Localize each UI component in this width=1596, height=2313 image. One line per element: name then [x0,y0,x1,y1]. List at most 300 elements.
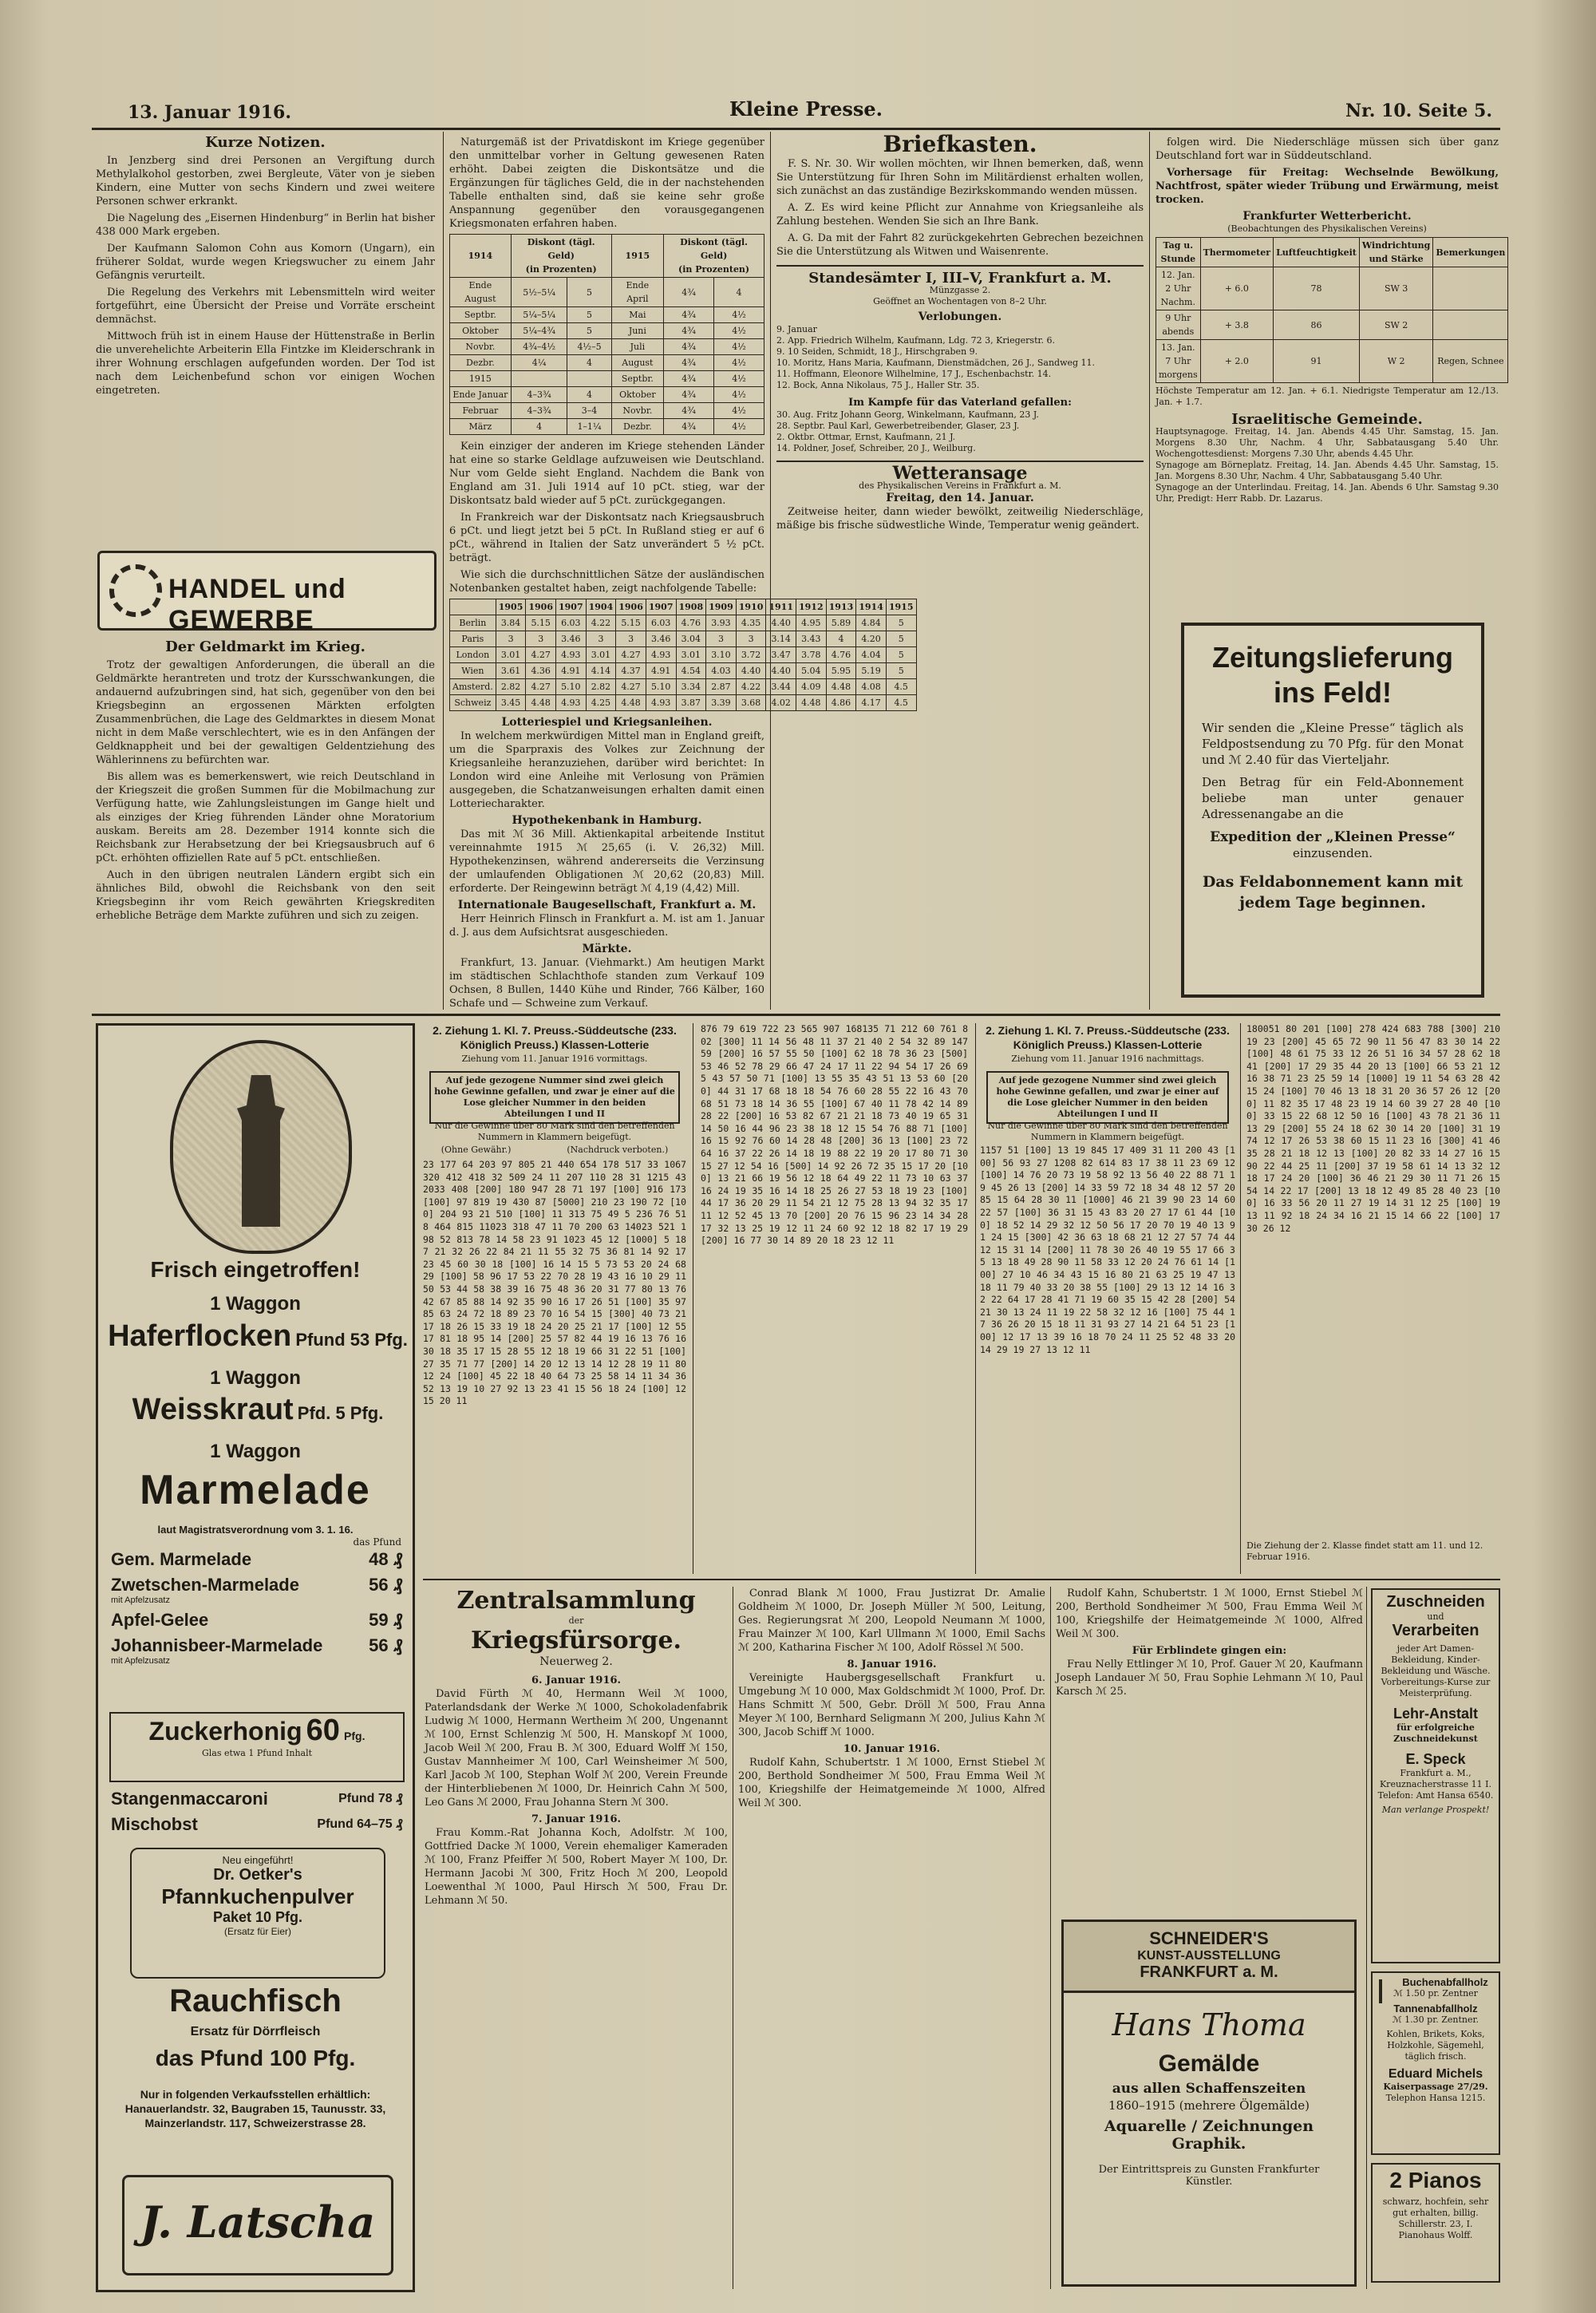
table-cell: Schweiz [450,695,496,711]
table-cell: 4¾–4½ [511,339,567,355]
table-cell: 3.01 [676,647,706,663]
standes-title: Standesämter I, III–V, Frankfurt a. M. [808,270,1112,287]
article-paragraph: In Frankreich war der Diskontsatz nach Kriegsausbruch 6 pCt. und liegt jetzt bei 5 pCt. In Rußland stieg er auf 6 pCt., während in Italien der Satz unverändert 5 ½ pCt. beträgt. [449,512,764,564]
table-cell: 5.19 [856,663,887,679]
table-cell: 4.08 [856,679,887,695]
jam-note: mit Apfelzusatz [111,1656,170,1666]
regul-line: laut Magistratsverordnung vom 3. 1. 16. [157,1524,354,1536]
table-cell [511,371,567,387]
table-cell: Novbr. [450,339,512,355]
table-cell: London [450,647,496,663]
table-cell [1433,310,1508,340]
schneider-text: Graphik. [1171,2135,1246,2153]
table-header: 1912 [796,599,827,615]
schneider-text: aus allen Schaffenszeiten [1112,2081,1306,2097]
masthead: Kleine Presse. [729,97,883,121]
table-cell: 1–1¼ [567,419,611,435]
zentral-title: Zentralsammlung [456,1587,696,1615]
table-cell: 3.46 [556,631,587,647]
table-header: 1913 [826,599,856,615]
table-cell: 6.03 [556,615,587,631]
table-header: 1907 [646,599,676,615]
table-cell: 4.95 [796,615,827,631]
schneider-text: 1860–1915 (mehrere Ölgemälde) [1108,2098,1310,2113]
table-cell: 4½ [714,387,764,403]
col-divider [1149,132,1150,1010]
table-header [450,599,496,615]
table-cell: 5¼–5¼ [511,307,567,323]
table-cell: Juni [611,323,664,339]
zeitung-box [1181,623,1484,998]
donation-list: Conrad Blank ℳ 1000, Frau Justizrat Dr. Amalie Goldheim ℳ 1000, Dr. Joseph Müller ℳ 500, Leitung, Ges. Regierungsrat ℳ 200, Leopold Neumann ℳ 1000, Frau Mainzer ℳ 100, Karl Ullmann ℳ 1000, Emil Sachs ℳ 200, Katharina Fischer ℳ 100, Adolf Rössel ℳ 500. [738,1587,1045,1654]
table-cell: 4¾ [664,278,714,307]
table-cell: 4½ [714,419,764,435]
lottery-title: 2. Ziehung 1. Kl. 7. Preuss.-Süddeutsche (233. Königlich Preuss.) Klassen-Lotterie [986,1024,1230,1051]
table-cell: 3.01 [496,647,526,663]
holz-ad: Buchenabfallholz ℳ 1.50 pr. Zentner Tannenabfallholz ℳ 1.30 pr. Zentner. Kohlen, Brikets, Koks, Holzkohle, Sägemehl, täglich frisch. Eduard Michels Kaiserpassage 27/29. Telephon Hansa 1215. [1371,1971,1500,2155]
table-cell: 4 [511,419,567,435]
table-cell: 3.39 [706,695,737,711]
table-cell: 4.02 [766,695,796,711]
table-cell: 3.43 [796,631,827,647]
table-cell: 4.27 [526,647,556,663]
table-cell: 4.20 [856,631,887,647]
table-cell: Ende April [611,278,664,307]
table-row [1156,310,1508,340]
table-cell: 4.27 [616,647,646,663]
geldmarkt-title: Der Geldmarkt im Krieg. [165,639,365,655]
article-paragraph: In welchem merkwürdigen Mittel man in England greift, um die Sparpraxis des Volkes zur Zeichnung der Kriegsanleihe heranzuziehen, darüber wird berichtet: In London wird eine Anleihe mit Verlosung von Prämien ausgegeben, die Schatzanweisungen erhalten damit einen Lotteriecharakter. [449,730,764,810]
jam-item [111,1549,403,1570]
article-paragraph: Das mit ℳ 36 Mill. Aktienkapital arbeitende Institut vereinnahmte 1915 ℳ 25,65 (i. V. 26,32) Mill. Hypothekenzinsen, während andererseits die Verzinsung der umlaufenden Obligationen ℳ 20,62 (20,83) Mill. erforderte. Der Reingewinn beträgt ℳ 4,19 (4,42) Mill. [449,828,764,895]
table-cell: 4¾ [664,323,714,339]
table-cell: 5 [567,278,611,307]
zeitung-text: Wir senden die „Kleine Presse“ täglich als Feldpostsendung zu 70 Pfg. für den Monat und ℳ 2.40 für das Vierteljahr. [1202,721,1464,767]
table-row [450,278,764,307]
table-cell: 3.46 [646,631,676,647]
table-header: 1914 [450,235,512,278]
column-4 [1156,136,1506,567]
table-cell: 3.84 [496,615,526,631]
table-cell: 9 Uhr abends [1156,310,1201,340]
rauchfisch-price: das Pfund 100 Pfg. [155,2046,356,2070]
table-cell: 4½ [714,355,764,371]
table-cell: 4.5 [886,679,916,695]
table-row [450,323,764,339]
table-cell: 5.10 [646,679,676,695]
table-cell: 4¾ [664,355,714,371]
zentral-title: Kriegsfürsorge. [471,1627,681,1655]
jam-list [111,1549,403,1670]
table-cell: 4¾ [664,339,714,355]
article-paragraph: A. Z. Es wird keine Pflicht zur Annahme von Kriegsanleihe als Zahlung bestehen. Wenden Sie sich an Ihre Bank. [776,202,1144,227]
table-cell: + 3.8 [1200,310,1273,340]
table-cell: Septbr. [611,371,664,387]
lottery-footer: Die Ziehung der 2. Klasse findet statt am 11. und 12. Februar 1916. [1246,1540,1483,1562]
lottery-date: Ziehung vom 11. Januar 1916 vormittags. [461,1054,648,1064]
table-cell: 78 [1274,267,1360,310]
article-paragraph: Kein einziger der anderen im Kriege stehenden Länder hat eine so starke Geldlage aufzuweisen wie Deutschland. Nur vom Gelde sieht England. Nachdem die Bank von England am 31. Juli 1914 auf 10 pCt. stieg, war der Diskontsatz bald wieder auf 5 pCt. zurückgegangen. [449,441,764,507]
table-header: 1909 [706,599,737,615]
table-header: 1907 [556,599,587,615]
briefkasten-title: Briefkasten. [883,131,1037,157]
table-header: 1910 [736,599,766,615]
table-cell: 4.86 [826,695,856,711]
table-header: Diskont (tägl. Geld) (in Prozenten) [511,235,611,278]
column-3 [776,131,1144,1006]
table-cell: 4.84 [856,615,887,631]
table-cell: Dezbr. [611,419,664,435]
tower-icon [237,1075,285,1227]
table-cell: 4.25 [586,695,616,711]
table-cell: 4¾ [664,387,714,403]
zuschneiden-ad: Zuschneiden und Verarbeiten jeder Art Damen-Bekleidung, Kinder-Bekleidung und Wäsche. Vorbereitungs-Kurse zur Meisterprüfung. Lehr-Anstalt für erfolgreiche Zuschneidekunst E. Speck Frankfurt a. M., Kreuznacherstrasse 11 I. Telefon: Amt Hansa 6540. Man verlange Prospekt! [1371,1588,1500,1963]
table-row [450,371,764,387]
table-cell: 4½ [714,403,764,419]
table-cell: 4 [567,355,611,371]
table-cell: 4½ [714,339,764,355]
table-cell: Ende Januar [450,387,512,403]
wetter-text: Zeitweise heiter, dann wieder bewölkt, zeitweilig Niederschläge, mäßige bis frische südwestliche Winde, Temperatur wenig geändert. [776,506,1144,532]
gemaelde: Gemälde [1158,2050,1260,2077]
table-cell: Dezbr. [450,355,512,371]
table-cell: 2.87 [706,679,737,695]
header-rule [92,128,1500,130]
israel-title: Israelitische Gemeinde. [1231,411,1423,428]
date-heading: 8. Januar 1916. [847,1659,937,1670]
table-header: 1905 [496,599,526,615]
table-cell: W 2 [1359,340,1432,383]
table-cell: 86 [1274,310,1360,340]
table-cell: März [450,419,512,435]
table-header: Tag u. Stunde [1156,238,1201,267]
table-cell: 5.89 [826,615,856,631]
table-header: Bemerkungen [1433,238,1508,267]
section-title: Internationale Baugesellschaft, Frankfurt a. M. [457,899,757,911]
notes-paragraph: Die Nagelung des „Eisernen Hindenburg“ in Berlin hat bisher 438 000 Mark ergeben. [96,212,435,238]
table-cell: Oktober [611,387,664,403]
gefallen-list: 30. Aug. Fritz Johann Georg, Winkelmann, Kaufmann, 23 J. 28. Septbr. Paul Karl, Gewerbetreibender, Glaser, 23 J. 2. Oktbr. Ottmar, Ernst, Kaufmann, 21 J. 14. Poldner, Josef, Schreiber, 20 J., Weilburg. [776,409,1039,453]
table-cell: 3 [586,631,616,647]
table-cell: 4¾ [664,403,714,419]
table-cell: 4.93 [646,647,676,663]
notes-paragraph: Die Regelung des Verkehrs mit Lebensmitteln wird weiter fortgeführt, eine Übersicht der Preise und Vorräte erscheint demnächst. [96,287,435,326]
table-cell: 3.87 [676,695,706,711]
section-title: Lotteriespiel und Kriegsanleihen. [501,716,713,729]
waggon-line: 1 Waggon [210,1367,301,1389]
table-cell: 5.95 [826,663,856,679]
zeitung-note: Das Feldabonnement kann mit jedem Tage beginnen. [1202,873,1464,911]
table-cell: Paris [450,631,496,647]
table-header: 1911 [766,599,796,615]
article-paragraph: A. G. Da mit der Fahrt 82 zurückgekehrten Gebrechen bezeichnen Sie die Unterstützung als Witwen und Waisenrente. [776,232,1144,258]
header-issue: Nr. 10. Seite 5. [1345,101,1492,121]
col-divider [443,132,444,1010]
table-cell: 4.91 [556,663,587,679]
table-cell: 4.40 [766,663,796,679]
zentral-col-3 [1056,1587,1363,1906]
table-row [1156,267,1508,310]
table-cell: 5¼–4¾ [511,323,567,339]
table-cell: 4.09 [796,679,827,695]
lottery-note: Nur die Gewinne über 80 Mark sind den betreffenden Nummern in Klammern beigefügt. [987,1121,1228,1142]
table-cell: 2.82 [496,679,526,695]
section-title: Verlobungen. [918,310,1002,323]
date-heading: 7. Januar 1916. [531,1813,622,1825]
table-cell: + 2.0 [1200,340,1273,383]
section-title: Hypothekenbank in Hamburg. [512,814,702,827]
table-cell: 3.61 [496,663,526,679]
table-cell: 13. Jan. 7 Uhr morgens [1156,340,1201,383]
latscha-logo: J. Latscha [122,2175,393,2275]
table-cell: 3.04 [676,631,706,647]
frisch-line: Frisch eingetroffen! [150,1257,361,1282]
table-cell: Septbr. [450,307,512,323]
table-cell: 3.10 [706,647,737,663]
table-row [450,339,764,355]
lottery-notice: Auf jede gezogene Nummer sind zwei gleich hohe Gewinne gefallen, und zwar je einer auf die Lose gleicher Nummer in den beiden Abteilungen I und II [986,1071,1229,1124]
gear-icon [109,564,162,617]
section-title: Im Kampfe für das Vaterland gefallen: [848,397,1072,409]
zeitung-expedition: Expedition der „Kleinen Presse“ [1210,829,1456,845]
table-row [450,403,764,419]
weather-note: Höchste Temperatur am 12. Jan. + 6.1. Niedrigste Temperatur am 12./13. Jan. + 1.7. [1156,386,1499,407]
zentral-col-1 [425,1587,728,2289]
weather-sub: (Beobachtungen des Physikalischen Vereins) [1227,223,1427,234]
donation-list: Frau Komm.-Rat Johanna Koch, Adolfstr. ℳ 100, Gottfried Dacke ℳ 1000, Verein ehemaliger Kameraden ℳ 100, Franz Pfeiffer ℳ 500, Robert Mayer ℳ 100, Dr. Hermann Jacobi ℳ 300, Fritz Hoch ℳ 200, Leopold Loewenthal ℳ 1000, Paul Hirsch ℳ 500, Frau Dr. Lehmann ℳ 50. [425,1827,728,1907]
table-cell: 4¼ [511,355,567,371]
table-cell: 4½ [714,307,764,323]
jam-item [111,1610,403,1631]
table-cell: 91 [1274,340,1360,383]
table-cell: + 6.0 [1200,267,1273,310]
column-1-bottom [96,640,435,1007]
wetter-title: Wetteransage [892,463,1028,484]
weather-table [1156,237,1508,383]
lottery-notice: Auf jede gezogene Nummer sind zwei gleich hohe Gewinne gefallen, und zwar je einer auf die Lose gleicher Nummer in den beiden Abteilungen I und II [429,1071,680,1124]
header-date: 13. Januar 1916. [128,102,291,123]
table-cell: 4–3¾ [511,387,567,403]
table-cell [567,371,611,387]
table-header: 1915 [886,599,916,615]
lottery-note: (Ohne Gewähr.) (Nachdruck verboten.) [440,1145,669,1155]
table-cell: SW 2 [1359,310,1432,340]
table-cell: 3.72 [736,647,766,663]
table-cell: 5.04 [796,663,827,679]
table-cell: 5 [886,647,916,663]
table-cell: 5 [886,663,916,679]
table-cell: 4¾ [664,307,714,323]
table-cell: 4½ [714,371,764,387]
table-header: Thermometer [1200,238,1273,267]
table-cell: 4.54 [676,663,706,679]
table-cell: 4.22 [736,679,766,695]
table-cell: 4.35 [736,615,766,631]
discount-table [449,234,764,435]
table-cell: 4.91 [646,663,676,679]
table-cell: 5½–5¼ [511,278,567,307]
waggon-line: 1 Waggon [210,1293,301,1315]
table-cell: 5 [567,323,611,339]
jam-price: 59 ₰ [369,1610,403,1630]
jam-item [111,1575,403,1605]
notes-title: Kurze Notizen. [205,134,326,151]
notes-paragraph: Der Kaufmann Salomon Cohn aus Komorn (Ungarn), ein früherer Soldat, wurde wegen Kriegswucher zu einem Jahr Gefängnis verurteilt. [96,243,435,282]
table-cell: Mai [611,307,664,323]
zeitung-text: Den Betrag für ein Feld-Abonnement beliebe man unter genauer Adressenangabe an die [1202,775,1464,821]
lottery-block-2 [980,1023,1503,1574]
table-cell: 4 [567,387,611,403]
article-paragraph: Wie sich die durchschnittlichen Sätze der ausländischen Notenbanken gestaltet haben, zeigt nachfolgende Tabelle: [449,569,764,595]
artist-name: Hans Thoma [1112,2007,1306,2042]
table-cell: 4¾ [664,419,714,435]
wetter-sub: des Physikalischen Vereins in Frankfurt a. M. [859,480,1061,491]
col-divider [1050,1587,1051,2289]
oetker-box: Neu eingeführt! Dr. Oetker's Pfannkuchenpulver Paket 10 Pfg. (Ersatz für Eier) [130,1848,385,1979]
date-heading: 6. Januar 1916. [531,1674,622,1686]
table-header: 1915 [611,235,664,278]
table-cell: 3 [616,631,646,647]
table-cell: 4½ [714,323,764,339]
table-cell: 4½–5 [567,339,611,355]
schneider-text: Der Eintrittspreis zu Gunsten Frankfurter Künstler. [1098,2164,1320,2188]
table-cell: 4–3¾ [511,403,567,419]
table-cell: 3.68 [736,695,766,711]
jam-price: 56 ₰ [369,1575,403,1595]
haferflocken: Haferflocken Pfund 53 Pfg. [108,1319,408,1353]
zeitung-title: Zeitungslieferung [1211,641,1453,674]
table-cell: 3.14 [766,631,796,647]
jam-name: Gem. Marmelade [111,1549,252,1569]
table-cell: 4.76 [826,647,856,663]
table-cell: 4.40 [766,615,796,631]
table-cell: 4.14 [586,663,616,679]
table-header: 1906 [616,599,646,615]
date-heading: 10. Januar 1916. [843,1743,941,1755]
table-cell: 4.03 [706,663,737,679]
table-cell: 4.48 [826,679,856,695]
table-cell: 4.76 [676,615,706,631]
table-cell: 3 [706,631,737,647]
jam-note: mit Apfelzusatz [111,1595,170,1605]
donation-list: Rudolf Kahn, Schubertstr. 1 ℳ 1000, Ernst Stiebel ℳ 200, Berthold Sondheimer ℳ 500, Frau Emma Weil ℳ 100, Kriegshilfe der Heimatgemeinde ℳ 1000, Alfred Weil ℳ 300. [1056,1587,1363,1640]
notes-paragraph: In Jenzberg sind drei Personen an Vergiftung durch Methylalkohol gestorben, zwei Bergleute, Väter von je sieben Kindern, eine Mutter von sechs Kindern und zwei weitere Personen schwer erkrankt. [96,155,435,208]
wetter-day: Freitag, den 14. Januar. [886,492,1034,504]
table-cell: 3.47 [766,647,796,663]
table-cell: 5.15 [616,615,646,631]
table-header: 1904 [586,599,616,615]
table-cell: 4.5 [886,695,916,711]
article-paragraph: Trotz der gewaltigen Anforderungen, die überall an die Geldmärkte herantreten und trotz der Kursschwankungen, die andauernd aufzubringen sind, hat sich, gegenüber von den bei Kriegsbeginn an ergossenen Märkten erfolgten Zusammenbrüchen, die Lage des Geldmarktes in diesem Monat nicht in dem Maße verschlechtert, wie es in den Anfängen der Geldknappheit und bei der gewaltigen Geldentziehung des Wählerinnens zu befürchten war. [96,659,435,766]
table-cell: 5.10 [556,679,587,695]
table-cell: 3.44 [766,679,796,695]
table-cell: 4.48 [616,695,646,711]
lottery-note: Nur die Gewinne über 80 Mark sind den betreffenden Nummern in Klammern beigefügt. [434,1121,675,1142]
donation-list: David Fürth ℳ 40, Hermann Weil ℳ 1000, Paterlandsdank der Werke ℳ 1000, Schokoladenfabrik Ludwig ℳ 1000, Hermann Wertheim ℳ 200, Ungenannt ℳ 100, Ernst Schlenzig ℳ 500, H. Manskopf ℳ 1000, Jacob Weil ℳ 200, Frau B. ℳ 300, Eduard Wolff ℳ 150, Gustav Mannheimer ℳ 100, Carl Weinsheimer ℳ 500, Karl Jacob ℳ 100, Stephan Wolf ℳ 200, Verein Freunde der Hinterbliebenen ℳ 1000, Dr. Heinrich Cahn ℳ 500, Leo Gans ℳ 2000, Frau Johanna Stern ℳ 300. [425,1688,728,1809]
latscha-ad [96,1023,415,2292]
donation-list: Rudolf Kahn, Schubertstr. 1 ℳ 1000, Ernst Stiebel ℳ 200, Berthold Sondheimer ℳ 500, Frau Emma Weil ℳ 100, Kriegshilfe der Heimatgemeinde ℳ 1000, Alfred Weil ℳ 300. [738,1757,1045,1809]
table-row [450,307,764,323]
israel-text: Hauptsynagoge. Freitag, 14. Jan. Abends 4.45 Uhr. Samstag, 15. Jan. Morgens 8.30 Uhr, Nachm. 4 Uhr, Sabbatausgang 5.40 Uhr. Wochengottesdienst: Morgens 7.30 Uhr, abends 4.45 Uhr. Synagoge am Börneplatz. Freitag, 14. Jan. Abends 4.45 Uhr. Samstag, 15. Jan. Morgens 8.30 Uhr, Nachm. 4 Uhr, Sabbatausgang 5.40 Uhr. Synagoge an der Unterlindau. Freitag, 14. Jan. Abends 6 Uhr. Samstag 9.30 Uhr, Predigt: Herr Rabb. Dr. Lazarus. [1156,426,1499,504]
article-paragraph: folgen wird. Die Niederschläge müssen sich über ganz Deutschland fort war in Süddeutschland. [1156,136,1499,162]
article-paragraph: Herr Heinrich Flinsch in Frankfurt a. M. ist am 1. Januar d. J. aus dem Aufsichtsrat ausgeschieden. [449,913,764,939]
zuckerhonig-box: Zuckerhonig 60 Pfg. Glas etwa 1 Pfund Inhalt [109,1712,405,1782]
lottery-block-1 [423,1023,974,1574]
table-cell: 3.34 [676,679,706,695]
lottery-numbers: 876 79 619 722 23 565 907 168135 71 212 60 761 802 [300] 11 14 56 48 11 37 21 40 2 54 32 89 147 59 [200] 16 57 55 50 [100] 62 18 78 36 23 [500] 53 46 52 78 29 66 47 24 17 11 22 94 54 17 26 69 5 43 57 50 71 [100] 13 55 35 43 51 13 53 60 [200] 44 31 17 68 18 18 54 76 60 28 55 22 16 43 70 68 51 73 18 14 36 55 [100] 67 40 11 78 42 14 89 28 22 [200] 16 53 82 67 21 21 18 73 40 19 65 31 14 50 16 44 96 23 38 18 12 15 54 76 88 71 [100] 16 15 92 76 60 14 28 48 [200] 36 13 [100] 23 72 64 16 37 22 26 14 18 19 88 22 19 20 17 80 71 30 15 27 12 54 16 [500] 14 92 26 72 35 15 17 20 [100] 13 21 66 19 56 12 18 64 49 22 11 73 10 63 37 16 24 19 35 16 14 18 25 26 27 53 18 19 23 [100] 44 17 36 20 29 11 54 21 12 75 28 13 94 32 35 17 11 12 52 45 13 70 [200] 20 76 15 96 23 14 34 28 17 32 13 25 19 12 11 24 60 92 12 18 82 17 19 29 [200] 16 77 30 14 89 20 18 23 12 11 [701,1023,968,1247]
article-paragraph: F. S. Nr. 30. Wir wollen möchten, wir Ihnen bemerken, daß, wenn Sie Unterstützung für Ihren Sohn im Militärdienst erhalten wollen, sich zunächst an das zuständige Bezirkskommando wenden müssen. [776,158,1144,197]
table-cell: 4 [714,278,764,307]
table-cell: Wien [450,663,496,679]
lottery-date: Ziehung vom 11. Januar 1916 nachmittags. [1011,1054,1204,1064]
schneider-header: SCHNEIDER'S KUNST-AUSSTELLUNG FRANKFURT a. M. [1064,1922,1354,1993]
section-title: Märkte. [582,943,632,955]
jam-name: Apfel-Gelee [111,1610,209,1630]
handel-logo-text: HANDEL und GEWERBE [168,574,346,635]
article-paragraph: Frankfurt, 13. Januar. (Viehmarkt.) Am heutigen Markt im städtischen Schlachthofe standen zum Verkauf 109 Ochsen, 8 Bullen, 1440 Kühe und Rinder, 766 Kälber, 160 Schafe und — Schweine zum Verkauf. [449,957,764,1010]
weisskraut: Weisskraut Pfd. 5 Pfg. [132,1393,384,1426]
table-cell: Berlin [450,615,496,631]
table-cell: 4.93 [556,695,587,711]
table-cell [1433,267,1508,310]
pianos-ad: 2 Pianos schwarz, hochfein, sehr gut erhalten, billig. Schillerstr. 23, I. Pianohaus Wolff. [1371,2163,1500,2283]
vorhersage: Vorhersage für Freitag: Wechselnde Bewölkung, Nachtfrost, später wieder Trübung und Erwärmung, meist trocken. [1156,167,1499,206]
table-cell: 5 [886,615,916,631]
donation-list: Frau Nelly Ettlinger ℳ 10, Prof. Gauer ℳ 20, Kaufmann Joseph Landauer ℳ 50, Frau Sophie Lehmann ℳ 10, Paul Karsch ℳ 25. [1056,1659,1363,1698]
zeitung-text: einzusenden. [1292,846,1373,860]
waggon-line: 1 Waggon [210,1441,301,1462]
table-cell: 4.04 [856,647,887,663]
col-divider [1366,1587,1367,2289]
article-paragraph: Auch in den übrigen neutralen Ländern ergibt sich ein ähnliches Bild, obwohl die Reichsbank von den seit Kriegsbeginn ihr vom Reich gewährten Kriegskrediten erhebliche Beträge dem Markte zuführen und sich zu zeigen. [96,869,435,922]
axe-icon [1379,1979,1403,2003]
per-pfund: das Pfund [353,1536,401,1548]
lottery-title: 2. Ziehung 1. Kl. 7. Preuss.-Süddeutsche (233. Königlich Preuss.) Klassen-Lotterie [433,1024,677,1051]
table-cell: 3.45 [496,695,526,711]
col-divider [770,132,771,1010]
table-row [450,419,764,435]
lottery-numbers: 23 177 64 203 97 805 21 440 654 178 517 33 1067 320 412 418 32 509 24 11 207 110 28 31 1215 43 2033 408 [200] 180 947 28 71 197 [100] 916 173 [100] 97 819 19 430 87 [5000] 210 23 190 72 [100] 204 93 21 510 [100] 11 313 75 49 5 236 76 518 464 815 11023 318 47 11 70 200 63 14023 521 198 52 813 78 14 58 23 91 1023 45 12 [1000] 5 187 21 32 26 22 84 21 11 55 32 75 36 81 14 92 17 23 45 60 30 18 [100] 16 14 15 5 73 53 20 24 68 29 [100] 58 96 17 53 22 70 28 19 43 16 10 29 11 50 53 44 58 38 39 16 75 48 36 20 31 77 80 13 76 42 67 85 88 14 92 35 90 16 17 26 51 [100] 35 97 85 63 24 72 18 89 23 70 16 54 15 [300] 40 73 21 17 18 26 15 33 19 18 24 20 25 21 17 [100] 12 55 17 81 18 95 14 [200] 25 57 82 44 19 16 13 76 16 30 18 35 17 15 28 55 12 18 19 66 31 22 51 [100] 27 35 71 77 [200] 14 20 12 13 14 12 28 19 11 80 12 24 [100] 45 22 18 40 64 73 25 58 14 11 34 36 52 13 19 10 27 92 13 23 41 15 56 18 24 [100] 12 15 20 11 [423,1159,686,1407]
table-cell: 12. Jan. 2 Uhr Nachm. [1156,267,1201,310]
table-cell: 6.03 [646,615,676,631]
table-cell: 5.15 [526,615,556,631]
table-header: Luftfeuchtigkeit [1274,238,1360,267]
zentral-col-2 [738,1587,1045,2289]
table-cell: 4.37 [616,663,646,679]
table-cell: Oktober [450,323,512,339]
table-header: 1908 [676,599,706,615]
schneider-ad [1061,1920,1357,2287]
zentral-der: der [568,1615,584,1626]
table-header: 1914 [856,599,887,615]
standes-sub: Münzgasse 2. [929,285,991,295]
jam-price: 48 ₰ [369,1549,403,1569]
table-cell: SW 3 [1359,267,1432,310]
table-header: Windrichtung und Stärke [1359,238,1432,267]
tower-emblem [170,1040,352,1254]
table-cell: 3.93 [706,615,737,631]
table-cell: 4.27 [526,679,556,695]
table-cell: Amsterd. [450,679,496,695]
section-title: Für Erblindete gingen ein: [1132,1645,1287,1657]
notes-paragraph: Mittwoch früh ist in einem Hause der Hüttenstraße in Berlin die unverehelichte Arbeiterin Ella Fintzke im Kleiderschrank in ihrer Wohnung erschlagen aufgefunden worden. Der Tod ist nach dem Leichenbefund schon vor einigen Wochen eingetreten. [96,330,435,397]
verlobungen-list: 9. Januar 2. App. Friedrich Wilhelm, Kaufmann, Ldg. 72 3, Kriegerstr. 6. 9. 10 Seiden, Schmidt, 18 J., Hirschgraben 9. 10. Moritz, Hans Maria, Kaufmann, Dienstmädchen, 26 J., Sandweg 11. 11. Hoffmann, Eleonore Wilhelmine, 17 J., Eschenbachstr. 14. 12. Bock, Anna Nikolaus, 75 J., Haller Str. 35. [776,324,1096,390]
zentral-addr: Neuerweg 2. [539,1655,613,1668]
jam-price: 56 ₰ [369,1635,403,1655]
table-cell: 1915 [450,371,512,387]
table-cell: 3 [526,631,556,647]
table-row [450,387,764,403]
